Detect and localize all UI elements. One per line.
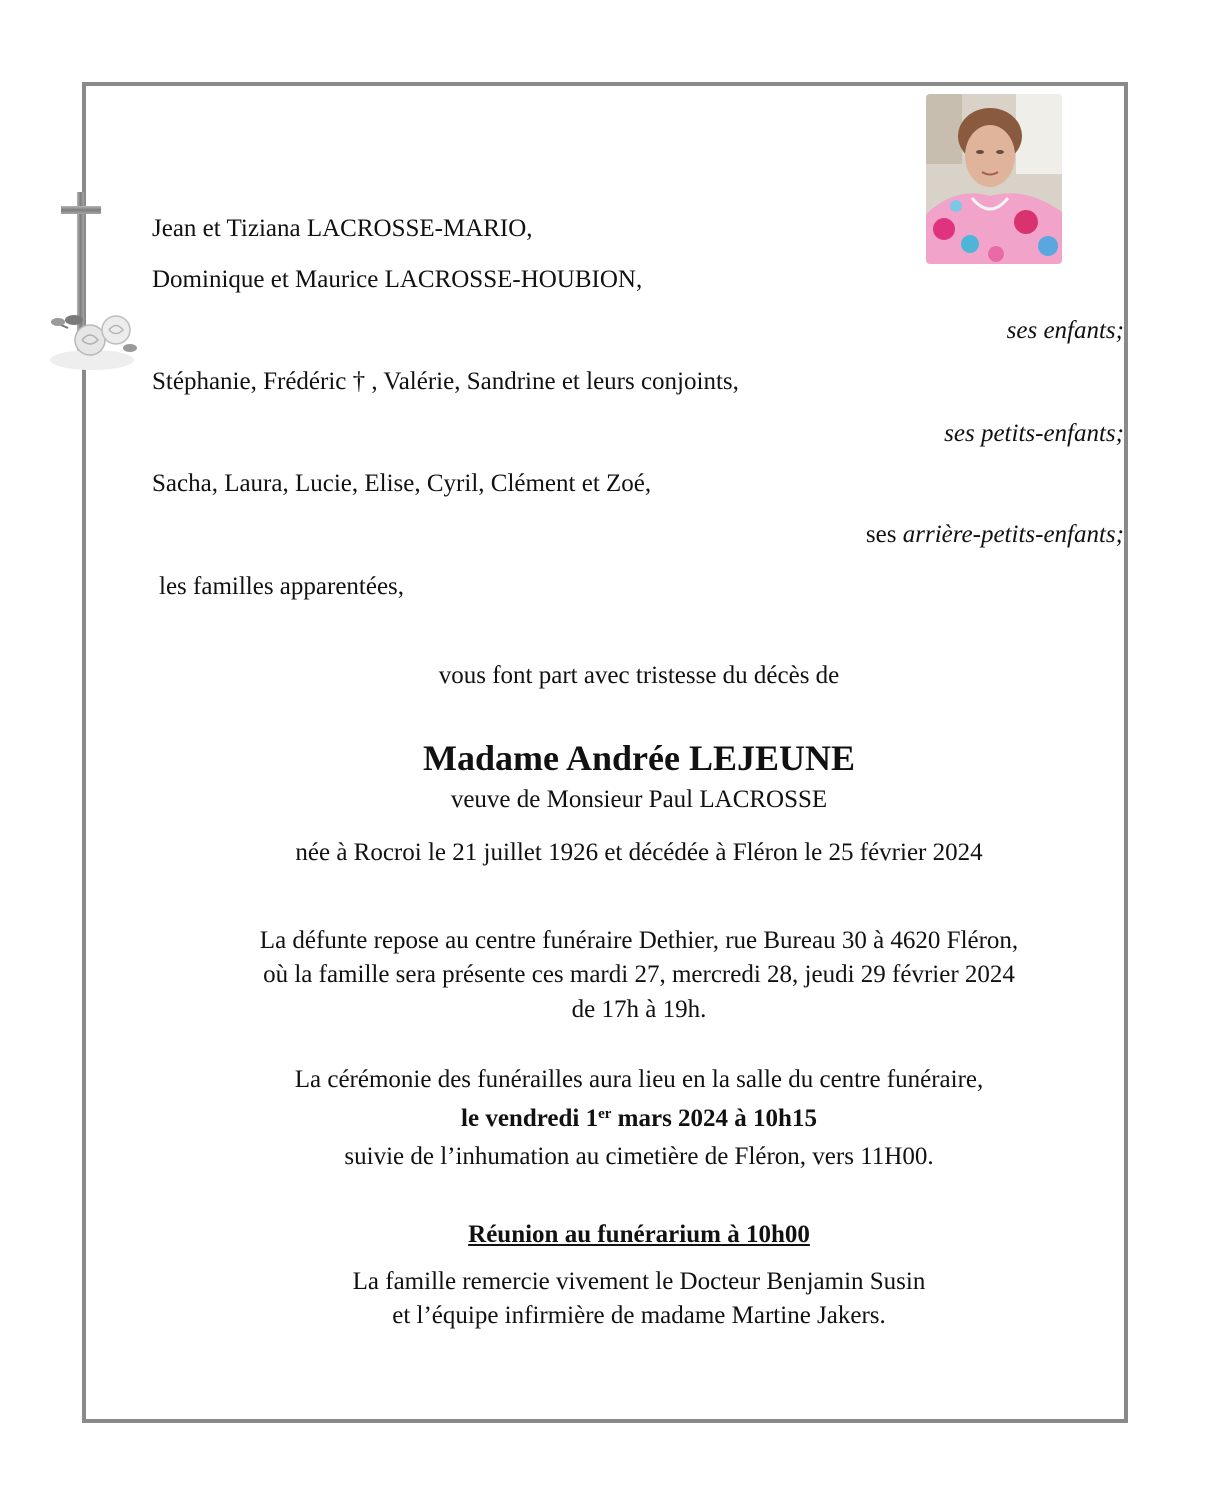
grandchildren-line: Stéphanie, Frédéric † , Valérie, Sandrine et leurs conjoints, xyxy=(152,368,739,395)
cross-horizontal-bar xyxy=(61,206,101,214)
ceremony-date-sup: er xyxy=(598,1106,612,1122)
widow-of: veuve de Monsieur Paul LACROSSE xyxy=(450,786,828,813)
ceremony-date-prefix: le vendredi 1 xyxy=(461,1105,599,1132)
great-grandchildren-caption-prefix: ses xyxy=(865,521,897,548)
birth-death-dates: née à Rocroi le 21 juillet 1926 et décédée à Fléron le 25 février 2024 xyxy=(295,839,983,866)
children-caption: ses enfants; xyxy=(1006,317,1124,344)
visitation-line-3: de 17h à 19h. xyxy=(571,996,707,1023)
ceremony-date-suffix: mars 2024 à 10h15 xyxy=(611,1105,817,1132)
deceased-portrait-photo xyxy=(926,94,1062,264)
visitation-line-1: La défunte repose au centre funéraire Dethier, rue Bureau 30 à 4620 Fléron, xyxy=(259,927,1019,954)
great-grandchildren-line: Sacha, Laura, Lucie, Elise, Cyril, Clément et Zoé, xyxy=(152,470,652,497)
thanks-line-1: La famille remercie vivement le Docteur Benjamin Susin xyxy=(352,1268,926,1295)
ceremony-line-1: La cérémonie des funérailles aura lieu en la salle du centre funéraire, xyxy=(294,1066,984,1093)
great-grandchildren-caption-italic: arrière-petits-enfants; xyxy=(902,521,1124,548)
children-line-2: Dominique et Maurice LACROSSE-HOUBION, xyxy=(152,266,643,293)
grandchildren-caption: ses petits-enfants; xyxy=(944,420,1124,447)
deceased-name: Madame Andrée LEJEUNE xyxy=(423,738,855,778)
children-line-1: Jean et Tiziana LACROSSE-MARIO, xyxy=(152,215,533,242)
ceremony-date xyxy=(82,1104,1196,1134)
roses-icon xyxy=(46,300,138,372)
relatives-line: les familles apparentées, xyxy=(159,573,405,600)
announcement-intro: vous font part avec tristesse du décès de xyxy=(438,662,840,689)
meeting-notice xyxy=(82,1220,1196,1250)
thanks-line-2: et l’équipe infirmière de madame Martine Jakers. xyxy=(392,1302,886,1329)
great-grandchildren-caption xyxy=(866,520,1124,550)
meeting-notice-text: Réunion au funérarium à 10h00 xyxy=(468,1221,810,1248)
visitation-line-2: où la famille sera présente ces mardi 27, mercredi 28, jeudi 29 février 2024 xyxy=(263,961,1015,988)
ceremony-line-3: suivie de l’inhumation au cimetière de Fléron, vers 11H00. xyxy=(344,1143,934,1170)
